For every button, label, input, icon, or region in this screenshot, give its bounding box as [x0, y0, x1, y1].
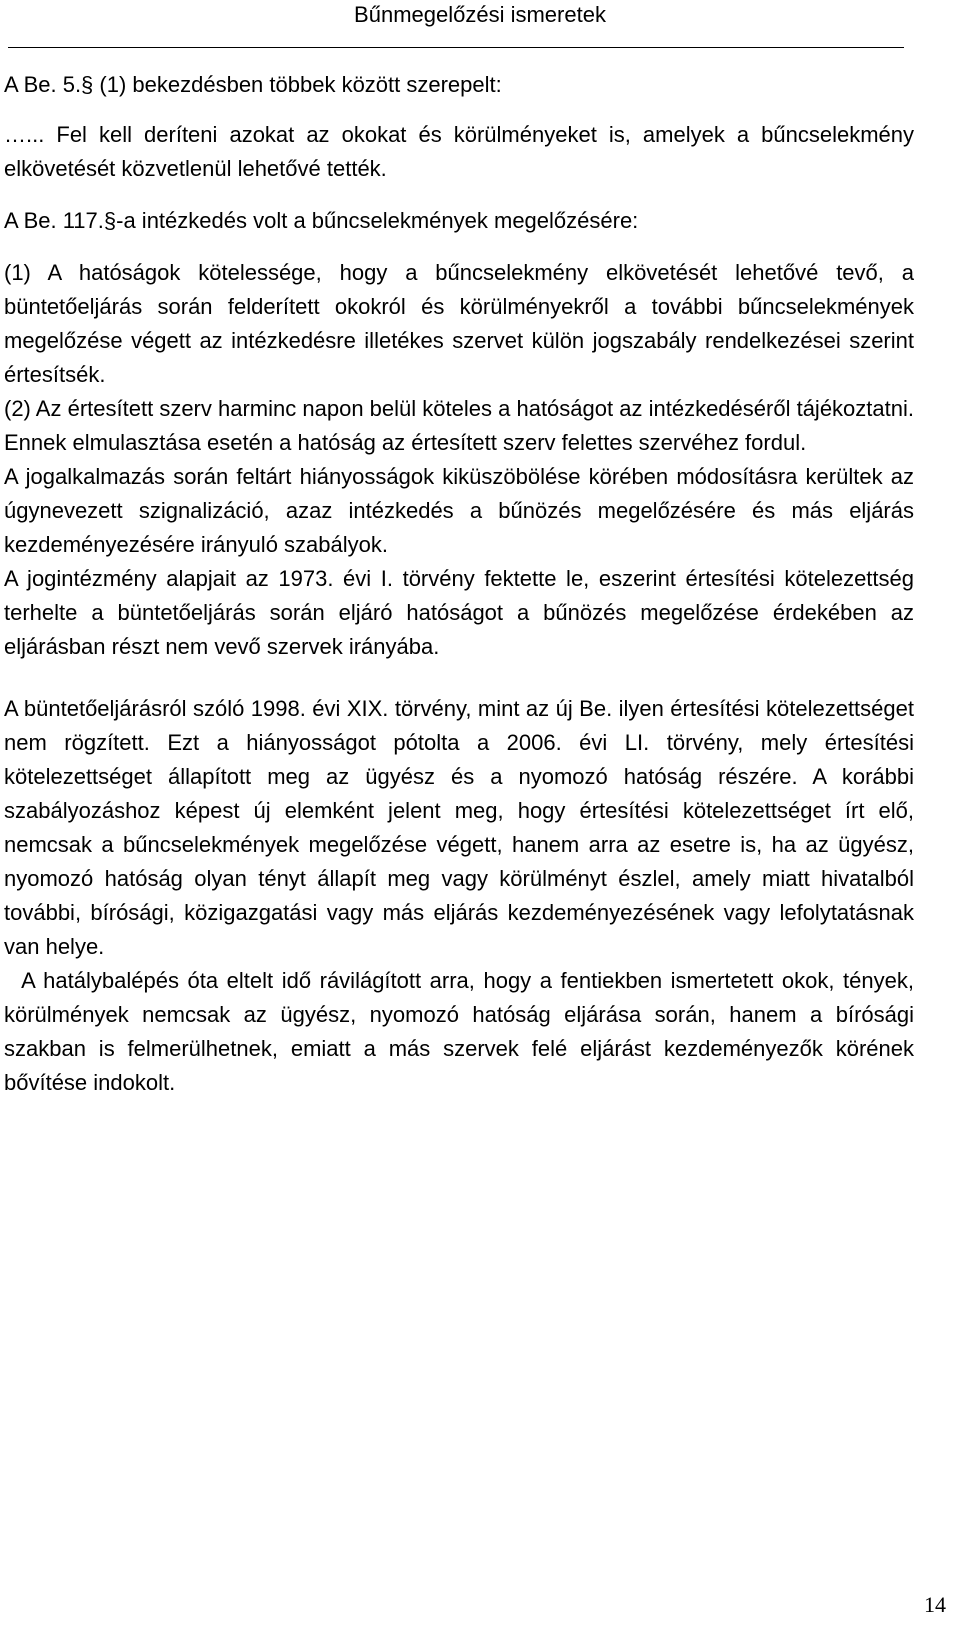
paragraph-be117-intro: A Be. 117.§-a intézkedés volt a bűncselekmények megelőzésére:	[4, 208, 639, 233]
paragraph-hatalybalepes: A hatálybalépés óta eltelt idő rávilágított arra, hogy a fentiekben ismertetett okok, tények, körülmények nemcsak az ügyész, nyomozó hatóság eljárása során, hanem a bírósági szakban is felmerülhetnek, emiatt a más szervek felé eljárást kezdeményezők körének bővítése indokolt.	[4, 968, 927, 1095]
paragraph-be1998: A büntetőeljárásról szóló 1998. évi XIX. törvény, mint az új Be. ilyen értesítési kötelezettséget nem rögzített. Ezt a hiányosságot pótolta a 2006. évi LI. törvény, mely értesítési kötelezettséget állapított meg az ügyész és a nyomozó hatóság részére. A korábbi szabályozáshoz képest új elemként jelent meg, hogy értesítési kötelezettséget írt elő, nemcsak a bűncselekmények megelőzése végett, hanem arra az esetre is, ha az ügyész, nyomozó hatóság olyan tényt állapít meg vagy körülményt észlel, amely miatt hivatalból további, bírósági, közigazgatási vagy más eljárás kezdeményezésének vagy lefolytatásnak van helye.	[4, 696, 921, 959]
paragraph-be5-quote: …... Fel kell deríteni azokat az okokat és körülményeket is, amelyek a bűncselekmény elkövetését közvetlenül lehetővé tették.	[4, 122, 914, 181]
page-number: 14	[924, 1592, 946, 1617]
header-divider	[8, 47, 904, 48]
running-header: Bűnmegelőzési ismeretek	[354, 2, 606, 27]
document-body	[4, 68, 927, 1100]
paragraph-be117-section-1: (1) A hatóságok kötelessége, hogy a bűncselekmény elkövetését lehetővé tevő, a büntetőeljárás során felderített okokról és körülményekről a további bűncselekmények megelőzése végett az intézkedésre illetékes szervet külön jogszabály rendelkezései szerint értesítsék.	[4, 260, 914, 387]
paragraph-jogalkalmazas: A jogalkalmazás során feltárt hiányosságok kiküszöbölése körében módosításra kerültek az úgynevezett szignalizáció, azaz intézkedés a bűnözés megelőzésére és más eljárás kezdeményezésére irányuló szabályok.	[4, 464, 914, 557]
paragraph-jogintezmeny: A jogintézmény alapjait az 1973. évi I. törvény fektette le, eszerint értesítési kötelezettség terhelte a büntetőeljárás során eljáró hatóságot a bűnözés megelőzése érdekében az eljárásban részt nem vevő szervek irányába.	[4, 566, 914, 659]
paragraph-be117-section-2: (2) Az értesített szerv harminc napon belül köteles a hatóságot az intézkedéséről tájékoztatni. Ennek elmulasztása esetén a hatóság az értesített szerv felettes szervéhez fordul.	[4, 396, 914, 455]
paragraph-be5-intro: A Be. 5.§ (1) bekezdésben többek között szerepelt:	[4, 72, 502, 97]
